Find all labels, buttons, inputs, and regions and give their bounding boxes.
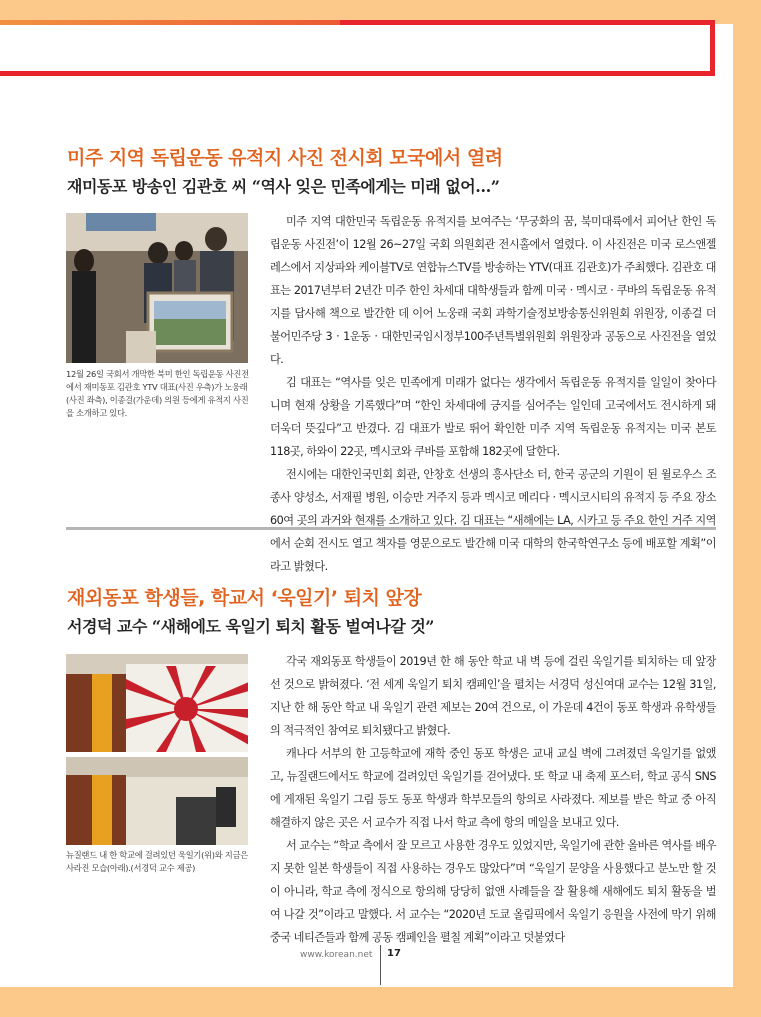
article1-photo-caption: 12월 26일 국회서 개막한 북미 한인 독립운동 사진전에서 재미동포 김관호 YTV 대표(사진 우측)가 노웅래(사진 좌측), 이종걸(가운데) 의원 등에게 유적지 사진을 소개하고 있다. bbox=[66, 369, 249, 418]
article1-headline: 미주 지역 독립운동 유적지 사진 전시회 모국에서 열려 bbox=[67, 147, 503, 169]
footer-url: www.korean.net bbox=[300, 950, 373, 960]
page-number: 17 bbox=[387, 948, 401, 959]
article1-body bbox=[270, 210, 716, 578]
footer-separator bbox=[380, 945, 381, 985]
article2-headline: 재외동포 학생들, 학교서 ‘욱일기’ 퇴치 앞장 bbox=[67, 587, 422, 609]
article2-paragraph: 서 교수는 “학교 측에서 잘 모르고 사용한 경우도 있었지만, 욱일기에 관한 올바른 역사를 배우지 못한 일본 학생들이 직접 사용하는 경우도 많았다”며 “욱일기 문양을 사용했다고 분노만 할 것이 아니라, 학교 측에 정식으로 항의해 당당히 없앤 사례들을 잘 활용해 새해에도 퇴치 활동을 벌여 나갈 것”이라고 말했다. 서 교수는 “2020년 도쿄 올림픽에서 욱일기 응원을 사전에 막기 위해 중국 네티즌들과 함께 공동 캠페인을 펼칠 계획”이라고 덧붙였다 bbox=[270, 839, 716, 944]
article1-paragraph: 김 대표는 “역사를 잊은 민족에게 미래가 없다는 생각에서 독립운동 유적지를 일일이 찾아다니며 현재 상황을 기록했다”며 “한인 차세대에 긍지를 심어주는 일인데 고국에서도 전시하게 돼 더욱더 뜻깊다”고 반겼다. 김 대표가 발로 뛰어 확인한 미주 지역 독립운동 유적지는 미국 본토 118곳, 하와이 22곳, 멕시코와 쿠바를 포함해 182곳에 달한다. bbox=[270, 376, 716, 458]
article1-paragraph: 전시에는 대한인국민회 회관, 안창호 선생의 흥사단소 터, 한국 공군의 기원이 된 윌로우스 조종사 양성소, 서재필 병원, 이승만 거주지 등과 멕시코 메리다 · 멕시코시티의 유적지 등 주요 장소 60여 곳의 과거와 현재를 소개하고 있다. 김 대표는 “새해에는 LA, 시카고 등 주요 한인 거주 지역에서 순회 전시도 열고 책자를 영문으로도 발간해 미국 대학의 한국학연구소 등에 배포할 계획”이라고 밝혔다. bbox=[270, 468, 716, 573]
article2-paragraph: 캐나다 서부의 한 고등학교에 재학 중인 동포 학생은 교내 교실 벽에 그려졌던 욱일기를 없앴고, 뉴질랜드에서도 학교에 걸려있던 욱일기를 걷어냈다. 또 학교 내 축제 포스터, 학교 공식 SNS에 게재된 욱일기 그림 등도 동포 학생과 학부모들의 항의로 사라졌다. 제보를 받은 학교 중 아직 해결하지 않은 곳은 서 교수가 직접 나서 학교 측에 항의 메일을 보내고 있다. bbox=[270, 747, 716, 829]
article1-paragraph: 미주 지역 대한민국 독립운동 유적지를 보여주는 ‘무궁화의 꿈, 북미대륙에서 피어난 한인 독립운동 사진전’이 12월 26~27일 국회 의원회관 전시홀에서 열렸다. 이 사진전은 미국 로스앤젤레스에서 지상파와 케이블TV로 연합뉴스TV를 방송하는 YTV(대표 김관호)가 주최했다. 김관호 대표는 2017년부터 2년간 미주 한인 차세대 대학생들과 함께 미국 · 멕시코 · 쿠바의 독립운동 유적지를 답사해 책으로 발간한 데 이어 노웅래 국회 과학기술정보방송통신위원회 위원장, 이종걸 더불어민주당 3 · 1운동 · 대한민국임시정부100주년특별위원회 위원장과 공동으로 사진전을 열었다. bbox=[270, 215, 716, 366]
article2-body bbox=[270, 650, 716, 949]
article1-exhibition-photo bbox=[66, 213, 248, 363]
article2-flag-photo-before bbox=[66, 654, 248, 752]
header-accent-bar bbox=[0, 20, 715, 76]
article1-subhead: 재미동포 방송인 김관호 씨 “역사 잊은 민족에게는 미래 없어…” bbox=[67, 177, 500, 196]
article-divider bbox=[66, 527, 716, 530]
article2-flag-photo-after bbox=[66, 757, 248, 845]
article2-paragraph: 각국 재외동포 학생들이 2019년 한 해 동안 학교 내 벽 등에 걸린 욱일기를 퇴치하는 데 앞장선 것으로 밝혀졌다. ‘전 세계 욱일기 퇴치 캠페인’을 펼치는 서경덕 성신여대 교수는 12월 31일, 지난 한 해 동안 학교 내 욱일기 관련 제보는 20여 건으로, 이 가운데 4건이 동포 학생과 유학생들의 적극적인 참여로 퇴치됐다고 밝혔다. bbox=[270, 655, 716, 737]
article2-subhead: 서경덕 교수 “새해에도 욱일기 퇴치 활동 벌여나갈 것” bbox=[67, 617, 434, 636]
article2-photo-caption: 뉴질랜드 내 한 학교에 걸려있던 욱일기(위)와 지금은 사라진 모습(아래).(서경덕 교수 제공) bbox=[66, 850, 248, 873]
